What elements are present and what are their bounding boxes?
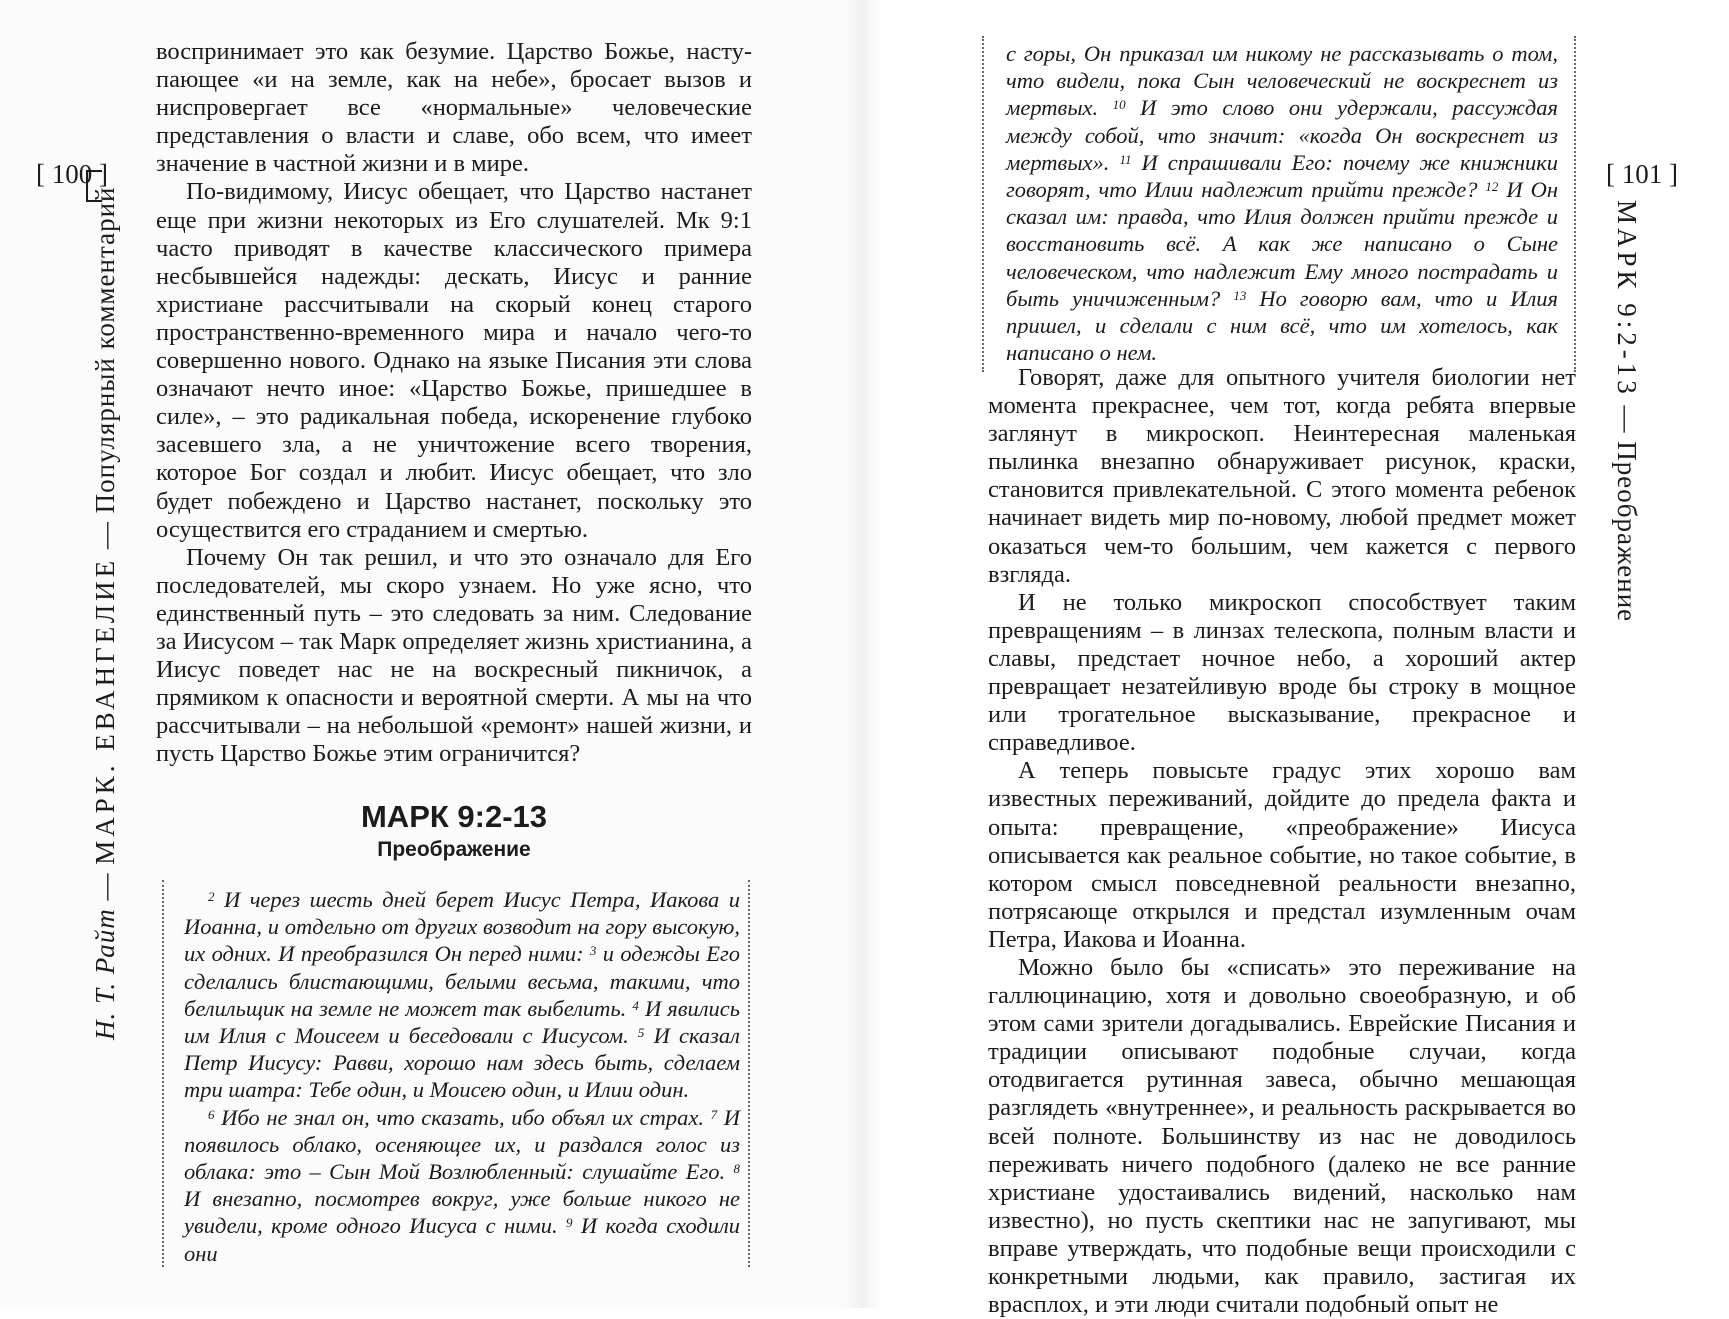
running-head-dash: — [1612,397,1642,442]
verse-number: 8 [733,1161,740,1177]
verse-text: И внезапно, посмотрев вокруг, уже больше никого не увидели, кроме одного Иисуса с ними. [184,1186,740,1239]
running-head-book: МАРК. ЕВАНГЕЛИЕ [90,556,120,865]
verse-text: И появилось облако, осеняющее их, и раздался голос из облака: это – Сын Мой Возлюбленный: слушайте Его. [184,1104,741,1185]
paragraph: воспринимает это как безумие. Царство Божье, наступающее «и на земле, как на небе», бросает вызов и ниспровергает все «нормальные» человеческие представления о власти и славе, обо всем, что имеет значение в частной жизни и в мире. [156,38,752,178]
verse-number: 9 [566,1215,573,1231]
book-gutter [846,0,882,1308]
scripture-verses [1006,40,1558,366]
verse-number: 11 [1119,151,1132,167]
verse-text: И через шесть дней берет Иисус Петра, Иакова и Иоанна, и отдельно от других возводит на гору высокую, их одних. И преобразился Он перед ними: [184,887,741,967]
page-number-left: [ 100 ] [36,159,108,189]
verse-text: И явились им Илия с Моисеем и беседовали с Иисусом. [184,995,741,1049]
verse-text: И спрашивали Его: почему же книжники говорят, что Илии надлежит прийти прежде? [1006,149,1559,203]
running-head-dash: — [90,864,120,909]
running-head-right [1610,200,1644,622]
verse-text: и одежды Его сделались блистающими, белыми весьма, такими, что белильщик на земле не может так выбелить. [184,941,741,1021]
verse-number: 4 [632,997,639,1013]
left-body-text [156,38,752,768]
verse-text: Ибо не знал он, что сказать, ибо объял их страх. [221,1104,704,1130]
left-page [0,0,864,1308]
running-head-dash: — [90,513,120,557]
verse-number: 13 [1233,287,1247,303]
right-body-text [988,364,1576,1319]
running-head-author: Н. Т. Райт [90,908,120,1040]
scripture-box-right [982,36,1576,372]
paragraph: По-видимому, Иисус обещает, что Царство настанет еще при жизни некоторых из Его слушателей. Мк 9:1 часто приводят в качестве классического примера несбывшейся надежды: дескать, Иисус и ранние христиане рассчитывали на скорый конец старого пространственно-временного мира и начало чего-то совершенно нового. Однако на языке Писания эти слова означают нечто иное: «Царство Божье, пришедшее в силе», – это радикальная победа, искоренение глубоко засевшего зла, а не уничтожение всего творения, которое Бог создал и любит. Иисус обещает, что зло будет побеждено и Царство настанет, поскольку это осуществится его страданием и смертью. [156,178,752,543]
section-heading [156,798,752,864]
verse-number: 3 [589,943,597,959]
page-number-right: [ 101 ] [1606,159,1678,189]
scripture-verses [184,1104,740,1267]
verse-number: 7 [710,1106,718,1122]
verse-number: 5 [637,1025,645,1041]
verse-number: 10 [1112,97,1126,113]
running-head-series: Популярный комментарий [90,186,120,514]
section-title: МАРК 9:2-13 [360,799,548,834]
verse-text: И когда сходили они [184,1213,741,1266]
verse-number: 12 [1485,179,1499,195]
verse-text: с горы, Он приказал им никому не рассказывать о том, что видели, пока Сын человеческий не воскреснет из мертвых. [1006,41,1558,121]
paragraph: Почему Он так решил, и что это означало для Его последователей, мы скоро узнаем. Но уже ясно, что единственный путь – это следовать за ним. Следование за Иисусом – так Марк определяет жизнь христианина, а Иисус поведет нас не на воскресный пикничок, а прямиком к опасности и вероятной смерти. А мы на что рассчитывали – на небольшой «ремонт» нашей жизни, и пусть Царство Божье этим ограничится? [156,543,752,768]
verse-text: И это слово они удержали, рассуждая между собой, что значит: «когда Он воскреснет из мертвых». [1006,95,1558,175]
paragraph: Можно было бы «списать» это переживание на галлюцинацию, хотя и довольно своеобразную, и об этом сами зрители догадывались. Еврейские Писания и традиции описывают подобные случаи, когда отодвигается рутинная завеса, обычно мешающая разглядеть «внутреннее», и реальность раскрывается во всей полноте. Большинству из нас не доводилось переживать ничего подобного (далеко не все ранние христиане удостаивались видений, насколько нам известно), но пусть скептики нас не запугивают, мы вправе утверждать, что подобные вещи происходили с конкретными людьми, как правило, застигая их врасплох, и эти люди считали подобный опыт не [988,953,1576,1319]
paragraph: А теперь повысьте градус этих хорошо вам известных переживаний, дойдите до предела факта и опыта: превращение, «преображение» Иисуса описывается как реальное событие, но такое событие, в котором смысл повседневной реальности внезапно, потрясающе открылся и предстал изумленным очам Петра, Иакова и Иоанна. [988,757,1576,953]
verse-text: И Он сказал им: правда, что Илия должен прийти прежде и восстановить всё. А как же написано о Сыне человеческом, что надлежит Ему много пострадать и быть уничиженным? [1006,177,1559,311]
scripture-box-left [162,880,750,1267]
running-head-title: Преображение [1612,441,1642,623]
section-subtitle: Преображение [377,838,531,861]
paragraph: Говорят, даже для опытного учителя биологии нет момента прекраснее, чем тот, когда ребята впервые заглянут в микроскоп. Неинтересная маленькая пылинка внезапно обнаруживает рисунок, краски, становится привлекательной. С этого момента ребенок начинает видеть мир по-новому, любой предмет может оказаться чем-то большим, чем кажется с первого взгляда. [988,364,1576,588]
running-head-book: МАРК 9:2-13 [1612,200,1642,398]
verse-text: И сказал Петр Иисусу: Равви, хорошо нам здесь быть, сделаем три шатра: Тебе один, и Моисею один, и Илии один. [184,1023,740,1103]
verse-number: 2 [208,889,215,904]
verse-number: 6 [208,1106,215,1122]
paragraph: И не только микроскоп способствует таким превращениям – в линзах телескопа, полным власти и славы, предстает ночное небо, а хороший актер превращает незатейливую вроде бы строку в мощное или трогательное высказывание, прекрасное и справедливое. [988,588,1576,757]
verse-text: Но говорю вам, что и Илия пришел, и сделали с ним всё, что им хотелось, как написано о нем. [1006,285,1559,366]
scripture-verses [184,886,740,1104]
running-head-left [88,187,122,1040]
